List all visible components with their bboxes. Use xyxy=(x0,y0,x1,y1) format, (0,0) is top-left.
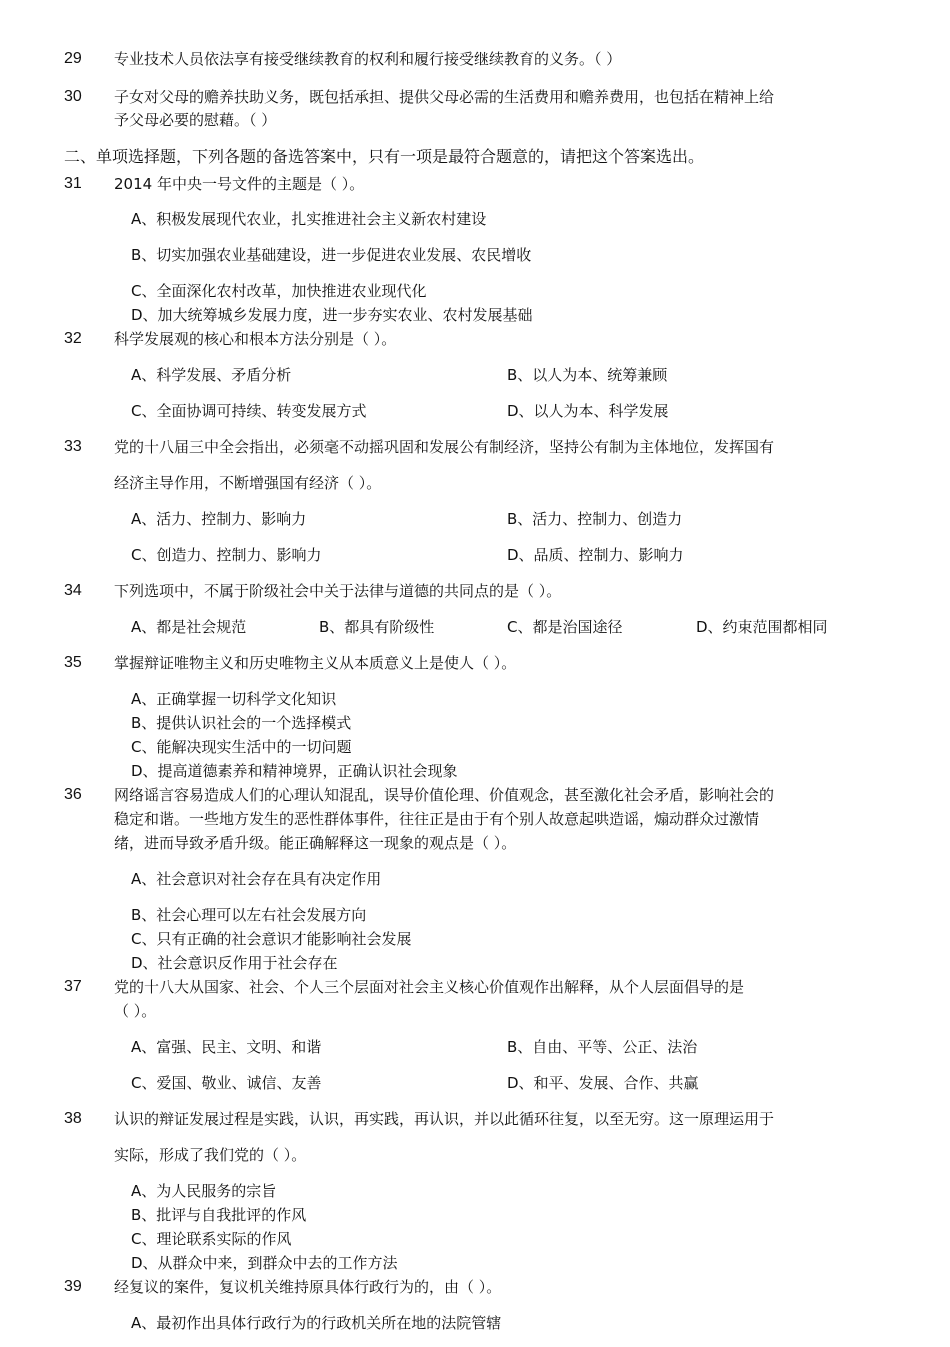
option-c: C、全面深化农村改革，加快推进农业现代化 xyxy=(131,282,427,300)
option-d: D、品质、控制力、影响力 xyxy=(507,546,684,564)
question-number: 35 xyxy=(64,654,82,671)
option-a: A、活力、控制力、影响力 xyxy=(131,510,307,528)
option-b: B、以人为本、统筹兼顾 xyxy=(507,366,668,384)
option-c: C、创造力、控制力、影响力 xyxy=(131,546,322,564)
option-b: B、活力、控制力、创造力 xyxy=(507,510,683,528)
question-text: 网络谣言容易造成人们的心理认知混乱，误导价值伦理、价值观念，甚至激化社会矛盾，影响社会的 xyxy=(114,786,775,804)
question-number: 33 xyxy=(64,438,82,455)
question-text: 掌握辩证唯物主义和历史唯物主义从本质意义上是使人（ ）。 xyxy=(114,654,517,672)
option-a: A、社会意识对社会存在具有决定作用 xyxy=(131,870,382,888)
question-text-cont: 经济主导作用，不断增强国有经济（ ）。 xyxy=(114,474,382,492)
question-number: 32 xyxy=(64,330,82,347)
option-c: C、理论联系实际的作风 xyxy=(131,1230,292,1248)
section-header: 二、单项选择题，下列各题的备选答案中，只有一项是最符合题意的，请把这个答案选出。 xyxy=(64,147,705,166)
option-a: A、为人民服务的宗旨 xyxy=(131,1182,277,1200)
option-d: D、约束范围都相同 xyxy=(696,618,828,636)
option-c: C、爱国、敬业、诚信、友善 xyxy=(131,1074,322,1092)
question-text: 子女对父母的赡养扶助义务，既包括承担、提供父母必需的生活费用和赡养费用，也包括在精神上给 xyxy=(114,88,775,106)
question-text-cont: （ ）。 xyxy=(114,1002,157,1020)
option-d: D、提高道德素养和精神境界，正确认识社会现象 xyxy=(131,762,458,780)
option-d: D、加大统筹城乡发展力度，进一步夯实农业、农村发展基础 xyxy=(131,306,533,324)
question-number: 29 xyxy=(64,50,82,67)
option-a: A、最初作出具体行政行为的行政机关所在地的法院管辖 xyxy=(131,1314,502,1332)
option-a: A、科学发展、矛盾分析 xyxy=(131,366,292,384)
question-text: 党的十八届三中全会指出，必须毫不动摇巩固和发展公有制经济，坚持公有制为主体地位，发挥国有 xyxy=(114,438,775,456)
option-d: D、社会意识反作用于社会存在 xyxy=(131,954,338,972)
question-text: 科学发展观的核心和根本方法分别是（ ）。 xyxy=(114,330,397,348)
option-d: D、和平、发展、合作、共赢 xyxy=(507,1074,699,1092)
option-a: A、富强、民主、文明、和谐 xyxy=(131,1038,322,1056)
option-c: C、只有正确的社会意识才能影响社会发展 xyxy=(131,930,412,948)
question-number: 36 xyxy=(64,786,82,803)
option-a: A、积极发展现代农业，扎实推进社会主义新农村建设 xyxy=(131,210,487,228)
question-text: 下列选项中，不属于阶级社会中关于法律与道德的共同点的是（ ）。 xyxy=(114,582,562,600)
question-text-cont: 实际，形成了我们党的（ ）。 xyxy=(114,1146,307,1164)
question-text: 认识的辩证发展过程是实践，认识，再实践，再认识，并以此循环往复，以至无穷。这一原理运用于 xyxy=(114,1110,775,1128)
option-b: B、社会心理可以左右社会发展方向 xyxy=(131,906,367,924)
option-b: B、切实加强农业基础建设，进一步促进农业发展、农民增收 xyxy=(131,246,532,264)
question-number: 38 xyxy=(64,1110,82,1127)
option-d: D、以人为本、科学发展 xyxy=(507,402,669,420)
option-b: B、提供认识社会的一个选择模式 xyxy=(131,714,352,732)
question-text: 专业技术人员依法享有接受继续教育的权利和履行接受继续教育的义务。（ ） xyxy=(114,50,622,68)
option-d: D、从群众中来，到群众中去的工作方法 xyxy=(131,1254,398,1272)
question-number: 39 xyxy=(64,1278,82,1295)
option-b: B、批评与自我批评的作风 xyxy=(131,1206,307,1224)
question-number: 31 xyxy=(64,175,82,192)
option-b: B、都具有阶级性 xyxy=(319,618,435,636)
question-text: 经复议的案件，复议机关维持原具体行政行为的，由（ ）。 xyxy=(114,1278,502,1296)
question-text: 2014 年中央一号文件的主题是（ ）。 xyxy=(114,175,365,193)
question-text-cont: 予父母必要的慰藉。（ ） xyxy=(114,111,277,129)
question-text-cont: 绪，进而导致矛盾升级。能正确解释这一现象的观点是（ ）。 xyxy=(114,834,517,852)
question-text: 党的十八大从国家、社会、个人三个层面对社会主义核心价值观作出解释，从个人层面倡导的是 xyxy=(114,978,745,996)
question-number: 37 xyxy=(64,978,82,995)
option-a: A、都是社会规范 xyxy=(131,618,247,636)
question-number: 30 xyxy=(64,88,82,105)
question-number: 34 xyxy=(64,582,82,599)
option-b: B、自由、平等、公正、法治 xyxy=(507,1038,698,1056)
question-text-cont: 稳定和谐。一些地方发生的恶性群体事件，往往正是由于有个别人故意起哄造谣，煽动群众过激情 xyxy=(114,810,760,828)
option-a: A、正确掌握一切科学文化知识 xyxy=(131,690,337,708)
option-c: C、能解决现实生活中的一切问题 xyxy=(131,738,352,756)
option-c: C、都是治国途径 xyxy=(507,618,623,636)
option-c: C、全面协调可持续、转变发展方式 xyxy=(131,402,367,420)
